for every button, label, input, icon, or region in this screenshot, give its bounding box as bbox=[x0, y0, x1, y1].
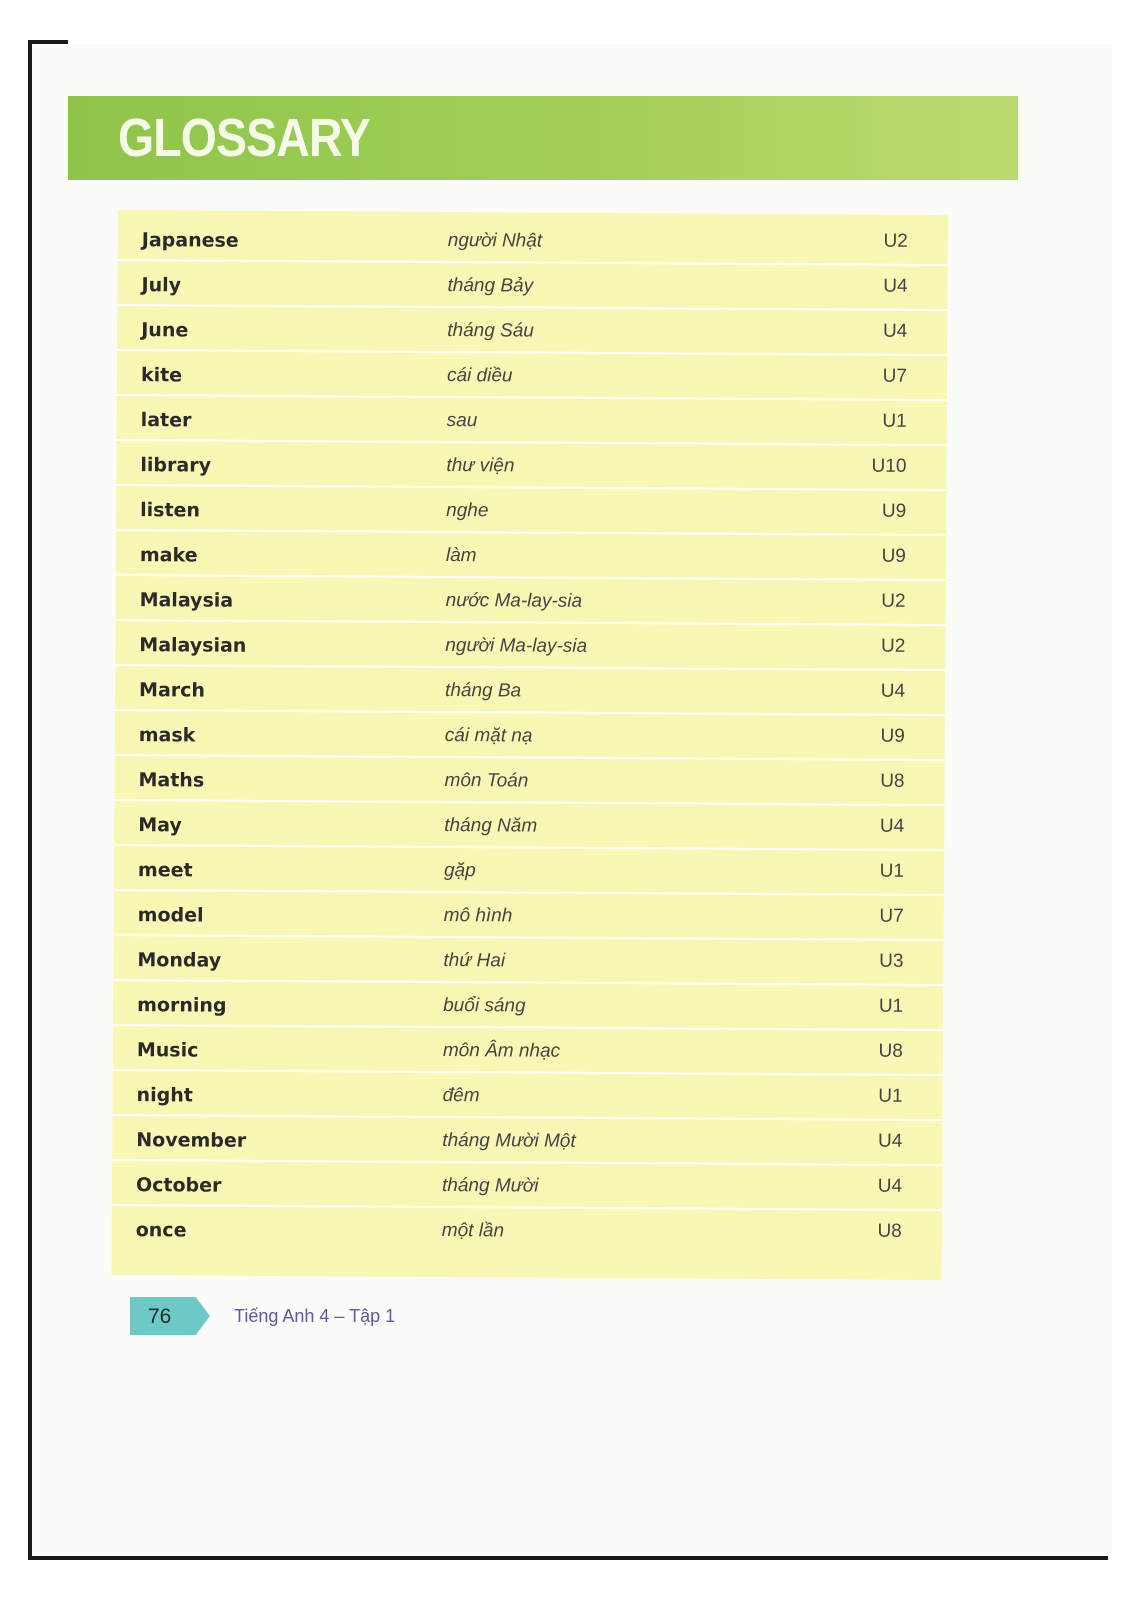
glossary-row bbox=[115, 576, 945, 626]
glossary-unit: U1 bbox=[878, 1085, 903, 1107]
glossary-meaning: thứ Hai bbox=[443, 950, 506, 972]
glossary-meaning: mô hình bbox=[443, 905, 513, 927]
glossary-unit: U7 bbox=[879, 905, 904, 927]
glossary-row bbox=[116, 531, 946, 581]
glossary-word: November bbox=[136, 1129, 247, 1152]
glossary-row bbox=[112, 1071, 942, 1121]
glossary-meaning: người Ma-lay-sia bbox=[445, 635, 588, 657]
glossary-word: kite bbox=[140, 364, 183, 387]
glossary-unit: U4 bbox=[879, 815, 905, 837]
glossary-word: Japanese bbox=[141, 229, 239, 252]
glossary-word: later bbox=[140, 409, 192, 432]
glossary-row bbox=[116, 486, 946, 536]
glossary-meaning: cái diều bbox=[446, 365, 513, 387]
glossary-meaning: tháng Bảy bbox=[447, 275, 534, 297]
glossary-table bbox=[111, 210, 947, 1280]
glossary-row bbox=[115, 711, 945, 761]
glossary-row bbox=[117, 396, 947, 446]
glossary-row bbox=[115, 621, 945, 671]
glossary-unit: U1 bbox=[878, 995, 904, 1017]
page-title: GLOSSARY bbox=[118, 108, 371, 168]
glossary-unit: U2 bbox=[881, 590, 906, 612]
glossary-meaning: thư viện bbox=[446, 455, 515, 477]
glossary-row bbox=[114, 801, 944, 851]
glossary-row bbox=[117, 261, 947, 311]
glossary-word: library bbox=[140, 454, 212, 477]
glossary-meaning: nghe bbox=[446, 500, 489, 522]
glossary-word: May bbox=[138, 814, 182, 837]
glossary-unit: U9 bbox=[881, 500, 907, 522]
glossary-word: make bbox=[139, 544, 198, 567]
glossary-row bbox=[117, 351, 947, 401]
page-number: 76 bbox=[148, 1305, 172, 1328]
glossary-word: night bbox=[136, 1084, 193, 1107]
glossary-meaning: cái mặt nạ bbox=[444, 725, 533, 747]
glossary-unit: U2 bbox=[880, 635, 906, 657]
glossary-meaning: nước Ma-lay-sia bbox=[445, 590, 583, 612]
glossary-row bbox=[112, 1116, 942, 1166]
glossary-meaning: gặp bbox=[443, 860, 476, 882]
glossary-row bbox=[116, 441, 946, 491]
glossary-row bbox=[112, 1161, 942, 1211]
glossary-meaning: buổi sáng bbox=[443, 995, 526, 1017]
glossary-word: mask bbox=[138, 724, 196, 747]
glossary-row bbox=[114, 756, 944, 806]
glossary-meaning: tháng Mười bbox=[441, 1174, 539, 1197]
glossary-meaning: làm bbox=[445, 545, 477, 567]
glossary-row bbox=[115, 666, 945, 716]
glossary-word: Maths bbox=[138, 769, 205, 792]
glossary-row bbox=[112, 1206, 942, 1256]
glossary-unit: U8 bbox=[880, 770, 905, 792]
glossary-row bbox=[117, 306, 947, 356]
scan-border-bottom bbox=[28, 1556, 1108, 1560]
glossary-word: morning bbox=[137, 994, 227, 1017]
glossary-word: June bbox=[141, 319, 189, 342]
glossary-unit: U4 bbox=[880, 680, 906, 702]
glossary-meaning: tháng Mười Một bbox=[442, 1129, 576, 1152]
glossary-meaning: người Nhật bbox=[447, 230, 543, 252]
glossary-unit: U9 bbox=[881, 545, 906, 567]
glossary-unit: U4 bbox=[877, 1130, 903, 1152]
glossary-unit: U4 bbox=[883, 275, 908, 297]
glossary-word: October bbox=[135, 1174, 222, 1197]
glossary-row bbox=[118, 216, 948, 266]
glossary-row bbox=[113, 1026, 943, 1076]
glossary-unit: U7 bbox=[882, 365, 908, 387]
glossary-meaning: tháng Năm bbox=[444, 815, 538, 837]
glossary-word: March bbox=[139, 679, 206, 702]
glossary-word: Malaysian bbox=[139, 634, 247, 657]
glossary-unit: U8 bbox=[878, 1040, 903, 1062]
glossary-unit: U2 bbox=[883, 230, 908, 252]
glossary-meaning: đêm bbox=[442, 1084, 480, 1107]
glossary-meaning: môn Toán bbox=[444, 770, 529, 792]
glossary-word: July bbox=[141, 274, 182, 297]
glossary-unit: U1 bbox=[882, 410, 907, 432]
glossary-word: model bbox=[137, 904, 204, 927]
glossary-unit: U4 bbox=[877, 1175, 903, 1197]
glossary-meaning: một lần bbox=[441, 1219, 505, 1242]
glossary-row bbox=[114, 891, 944, 941]
glossary-meaning: môn Âm nhạc bbox=[442, 1040, 561, 1062]
glossary-unit: U4 bbox=[882, 320, 908, 342]
glossary-word: once bbox=[135, 1219, 187, 1242]
book-title: Tiếng Anh 4 – Tập 1 bbox=[234, 1306, 396, 1326]
glossary-word: Music bbox=[136, 1039, 199, 1062]
glossary-row bbox=[114, 846, 944, 896]
glossary-unit: U1 bbox=[879, 860, 905, 882]
glossary-word: Malaysia bbox=[139, 589, 234, 612]
glossary-meaning: sau bbox=[446, 410, 478, 432]
glossary-unit: U3 bbox=[879, 950, 904, 972]
glossary-word: listen bbox=[140, 499, 201, 522]
glossary-meaning: tháng Sáu bbox=[447, 320, 534, 342]
glossary-unit: U8 bbox=[877, 1220, 902, 1242]
glossary-word: meet bbox=[137, 859, 193, 882]
glossary-row bbox=[113, 981, 943, 1031]
glossary-unit: U9 bbox=[880, 725, 905, 747]
glossary-word: Monday bbox=[137, 949, 222, 972]
glossary-unit: U10 bbox=[871, 455, 907, 477]
glossary-meaning: tháng Ba bbox=[445, 680, 522, 702]
glossary-row bbox=[113, 936, 943, 986]
